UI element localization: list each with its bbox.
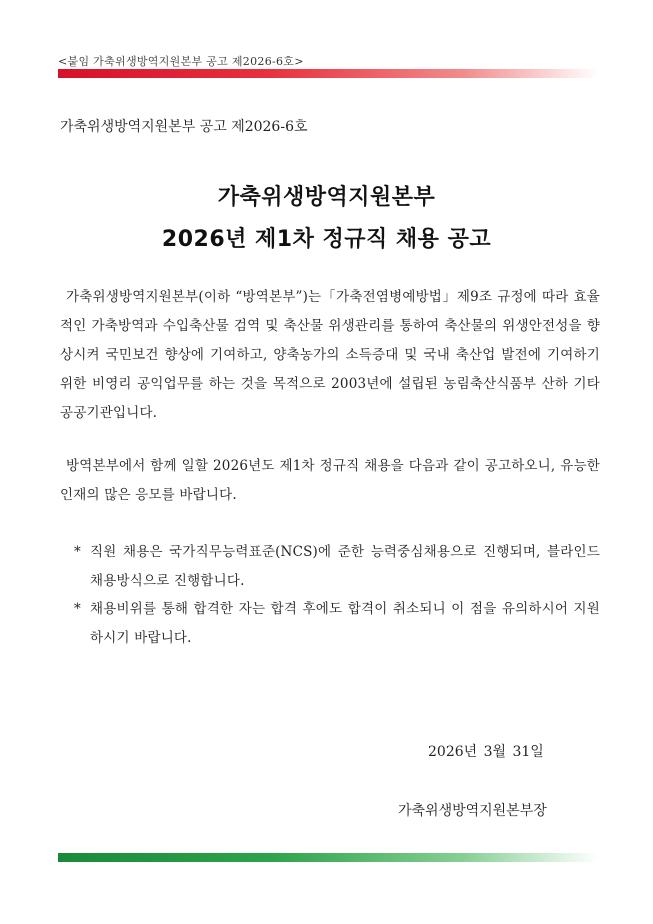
- bottom-decorative-bar: [58, 853, 598, 862]
- invitation-paragraph: 방역본부에서 함께 일할 2026년도 제1차 정규직 채용을 다음과 같이 공고하오니, 유능한 인재의 많은 응모를 바랍니다.: [60, 458, 600, 503]
- asterisk-icon: *: [74, 601, 81, 617]
- asterisk-icon: *: [74, 544, 81, 560]
- title-organization: 가축위생방역지원본부: [217, 185, 436, 210]
- title-recruitment: 2026년 제1차 정규직 채용 공고: [161, 227, 492, 252]
- intro-paragraph: 가축위생방역지원본부(이하 “방역본부”)는「가축전염병예방법」제9조 규정에 따라 효율적인 가축방역과 수입축산물 검역 및 축산물 위생관리를 통하여 축산물의 위생안전성을 향상시켜 국민보건 향상에 기여하고, 양축농가의 소득증대 및 국내 축산업 발전에 기여하기 위한 비영리 공익업무를 하는 것을 목적으로 2003년에 설립된 농림축산식품부 산하 기타공공기관입니다.: [60, 289, 600, 421]
- note-text: 직원 채용은 국가직무능력표준(NCS)에 준한 능력중심채용으로 진행되며, 블라인드 채용방식으로 진행합니다.: [90, 544, 600, 589]
- note-item: [60, 595, 600, 653]
- top-decorative-bar: [58, 69, 598, 78]
- note-item: [60, 538, 600, 596]
- signer-title: 가축위생방역지원본부장: [398, 803, 547, 819]
- notice-number: 가축위생방역지원본부 공고 제2026-6호: [60, 119, 308, 135]
- note-text: 채용비위를 통해 합격한 자는 합격 후에도 합격이 취소되니 이 점을 유의하시어 지원하시기 바랍니다.: [90, 601, 600, 646]
- attachment-label: <붙임 가축위생방역지원본부 공고 제2026-6호>: [58, 55, 304, 68]
- announcement-date: 2026년 3월 31일: [428, 744, 544, 760]
